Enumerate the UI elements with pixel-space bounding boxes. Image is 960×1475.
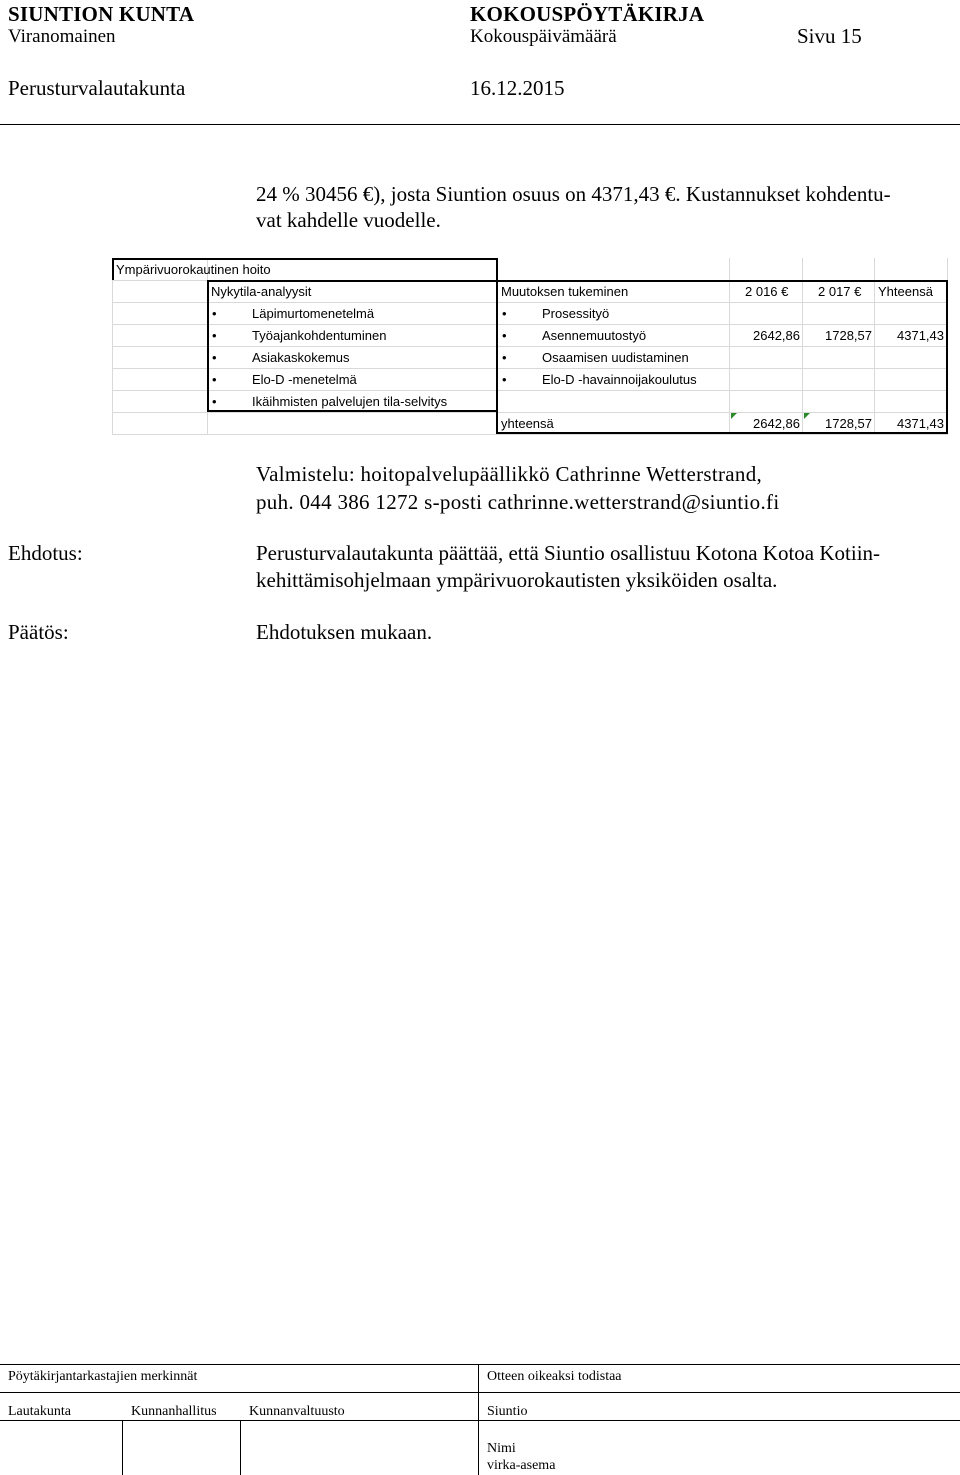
footer-col-rule bbox=[240, 1420, 241, 1475]
list-item: Asennemuutostyö bbox=[542, 328, 647, 343]
footer-top-rule bbox=[0, 1364, 960, 1365]
table-title: Ympärivuorokautinen hoito bbox=[116, 262, 271, 277]
intro-line-2: vat kahdelle vuodelle. bbox=[256, 208, 441, 232]
footer-row-rule bbox=[0, 1420, 960, 1421]
ehdotus-label: Ehdotus: bbox=[8, 541, 83, 565]
footer-right-title: Otteen oikeaksi todistaa bbox=[487, 1369, 622, 1384]
list-item: Prosessityö bbox=[542, 306, 610, 321]
sum-label: yhteensä bbox=[501, 416, 554, 431]
valmistelu-line-1: Valmistelu: hoitopalvelupäällikkö Cathrinne Wetterstrand, bbox=[256, 462, 763, 486]
list-item: Työajankohdentuminen bbox=[252, 328, 387, 343]
bullet-icon: • bbox=[212, 350, 217, 365]
document-type: KOKOUSPÖYTÄKIRJA bbox=[470, 2, 705, 26]
col-header-2016: 2 016 € bbox=[745, 284, 789, 299]
paatos-label: Päätös: bbox=[8, 620, 69, 644]
list-item: Ikäihmisten palvelujen tila-selvitys bbox=[252, 394, 448, 409]
bullet-icon: • bbox=[502, 328, 507, 343]
value-2016: 2642,86 bbox=[753, 328, 800, 343]
footer-kunnanhallitus: Kunnanhallitus bbox=[131, 1404, 217, 1419]
sum-total: 4371,43 bbox=[897, 416, 944, 431]
authority-label: Viranomainen bbox=[8, 26, 116, 47]
col-header-muutos: Muutoksen tukeminen bbox=[501, 284, 629, 299]
date-label: Kokouspäivämäärä bbox=[470, 26, 617, 47]
bullet-icon: • bbox=[212, 328, 217, 343]
footer-virka: virka-asema bbox=[487, 1458, 556, 1473]
list-item: Asiakaskokemus bbox=[252, 350, 350, 365]
intro-line-1: 24 % 30456 €), josta Siuntion osuus on 4371,43 €. Kustannukset kohdentu- bbox=[256, 182, 891, 206]
value-2017: 1728,57 bbox=[825, 328, 872, 343]
col-header-2017: 2 017 € bbox=[818, 284, 862, 299]
list-item: Elo-D -havainnoijakoulutus bbox=[542, 372, 697, 387]
meeting-date: 16.12.2015 bbox=[470, 76, 565, 100]
page-number: Sivu 15 bbox=[797, 24, 862, 48]
sum-2017: 1728,57 bbox=[825, 416, 872, 431]
header-divider bbox=[0, 124, 960, 125]
sum-2016: 2642,86 bbox=[753, 416, 800, 431]
ehdotus-line-2: kehittämisohjelmaan ympärivuorokautisten yksiköiden osalta. bbox=[256, 568, 778, 592]
col-header-total: Yhteensä bbox=[878, 284, 933, 299]
list-item: Läpimurtomenetelmä bbox=[252, 306, 375, 321]
bullet-icon: • bbox=[212, 394, 217, 409]
footer-lautakunta: Lautakunta bbox=[8, 1404, 71, 1419]
cell-marker bbox=[731, 413, 737, 419]
paatos-text: Ehdotuksen mukaan. bbox=[256, 620, 433, 644]
municipality-name: SIUNTION KUNTA bbox=[8, 2, 195, 26]
bullet-icon: • bbox=[502, 372, 507, 387]
footer-divider bbox=[478, 1364, 479, 1475]
col-header-nykytila: Nykytila-analyysit bbox=[211, 284, 312, 299]
valmistelu-line-2: puh. 044 386 1272 s-posti cathrinne.wetterstrand@siuntio.fi bbox=[256, 490, 780, 514]
footer-left-title: Pöytäkirjantarkastajien merkinnät bbox=[8, 1369, 198, 1384]
cell-marker bbox=[804, 413, 810, 419]
cost-table bbox=[112, 258, 948, 434]
bullet-icon: • bbox=[502, 350, 507, 365]
list-item: Elo-D -menetelmä bbox=[252, 372, 357, 387]
bullet-icon: • bbox=[212, 306, 217, 321]
footer-place: Siuntio bbox=[487, 1404, 528, 1419]
footer-kunnanvaltuusto: Kunnanvaltuusto bbox=[249, 1404, 345, 1419]
authority-name: Perusturvalautakunta bbox=[8, 76, 186, 100]
list-item: Osaamisen uudistaminen bbox=[542, 350, 689, 365]
value-total: 4371,43 bbox=[897, 328, 944, 343]
bullet-icon: • bbox=[212, 372, 217, 387]
footer-col-rule bbox=[122, 1420, 123, 1475]
bullet-icon: • bbox=[502, 306, 507, 321]
footer-nimi: Nimi bbox=[487, 1441, 516, 1456]
footer-mid-rule bbox=[0, 1392, 960, 1393]
ehdotus-line-1: Perusturvalautakunta päättää, että Siuntio osallistuu Kotona Kotoa Kotiin- bbox=[256, 541, 881, 565]
